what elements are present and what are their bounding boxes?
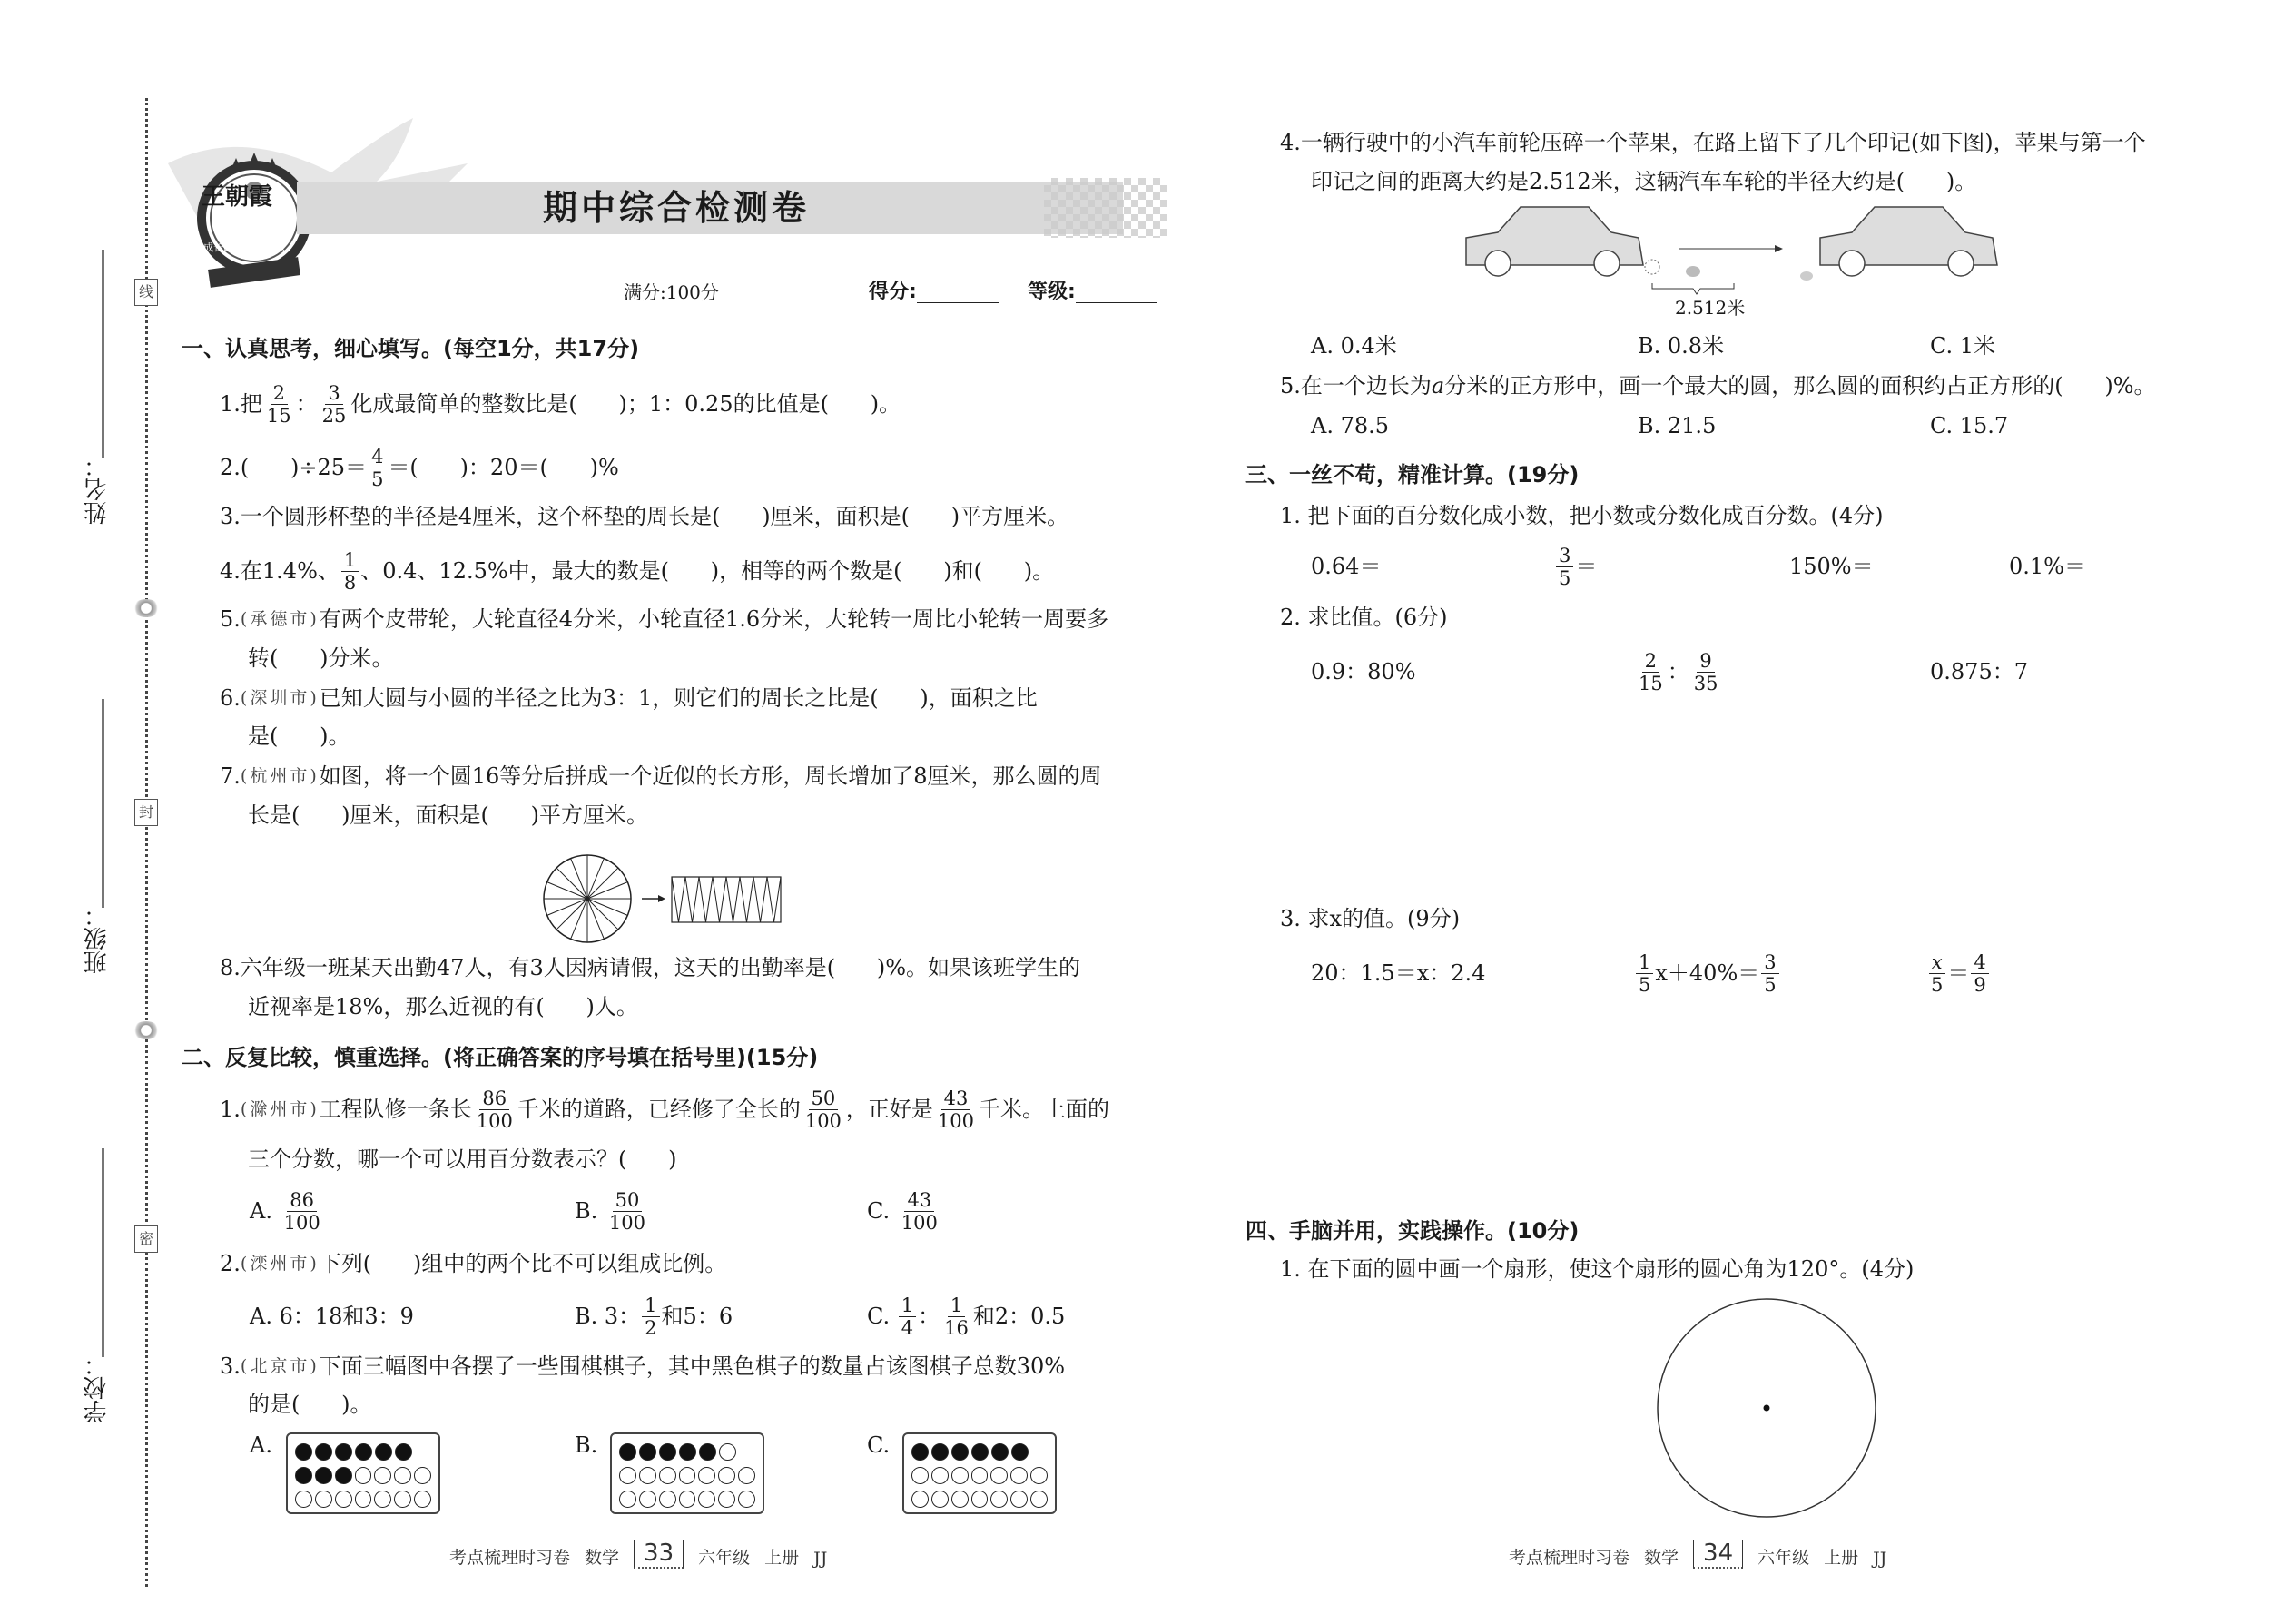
calc-item: 0.9：80% [1311,659,1416,684]
numerator: 1 [899,1294,916,1317]
city-tag: (滦州市) [240,1254,320,1274]
white-stone [990,1491,1008,1508]
sector-piece [753,877,767,922]
seal-mark-xian: 线 [134,279,158,306]
calc-item: 0.875：7 [1930,659,2028,684]
text: ： [1667,659,1689,684]
text: 如图，将一个圆16等分后拼成一个近似的长方形，周长增加了8厘米，那么圆的周 [319,763,1102,789]
section-2-heading: 二、反复比较，慎重选择。(将正确答案的序号填在括号里)(15分) [182,1045,819,1070]
term: 上册 [764,1548,800,1568]
drawing-circle[interactable] [1652,1294,1881,1522]
white-stone [931,1467,949,1484]
text: ＝ [1947,960,1970,986]
footer-left [449,1540,827,1569]
text: 在1.4%、 [240,558,340,584]
black-stone [315,1443,332,1461]
option-label: A. [250,1198,272,1224]
white-stone [335,1491,352,1508]
text: 六年级一班某天出勤47人，有3人因病请假，这天的出勤率是( )%。如果该班学生的 [240,955,1081,980]
sector-piece [713,877,726,922]
option-b[interactable] [575,1188,650,1234]
denominator: 5 [1764,973,1777,996]
white-stone [355,1467,372,1484]
grade-field[interactable] [1028,277,1157,308]
option-a[interactable]: A. 0.4米 [1311,333,1397,359]
white-stone [414,1467,431,1484]
denominator: 2 [645,1316,657,1339]
white-stone [990,1467,1008,1484]
book-name: 考点梳理时习卷 [1509,1548,1630,1568]
white-stone [951,1491,969,1508]
city-tag: (北京市) [240,1356,320,1376]
name-label: 姓名： [84,454,111,525]
question-number: 1. [220,1097,241,1122]
fraction [941,1294,971,1339]
numerator: 4 [369,446,386,468]
page-title: 期中综合检测卷 [542,188,810,228]
white-stone [931,1491,949,1508]
s2-question-4-cont: 印记之间的距离大约是2.512米，这辆汽车车轮的半径大约是( )。 [1311,169,1977,194]
fraction [474,1088,516,1132]
numerator: 3 [325,382,342,405]
checker-decoration [1044,178,1167,238]
s1-question-2 [220,445,619,490]
black-stone [335,1443,352,1461]
white-stone [698,1467,715,1484]
black-stone [315,1467,332,1484]
fraction [899,1294,916,1339]
fraction [320,382,350,427]
section-1-heading: 一、认真思考，细心填写。(每空1分，共17分) [182,336,640,361]
text: x＋40%＝ [1655,960,1760,986]
text: ＝( )：20＝( )% [388,455,619,480]
stone-row [619,1487,755,1511]
footer-right [1509,1540,1886,1569]
fraction [281,1189,323,1234]
black-stone [911,1443,929,1461]
s2-question-1-cont: 三个分数，哪一个可以用百分数表示？( ) [248,1147,677,1172]
white-stone [394,1467,411,1484]
white-stone [659,1467,676,1484]
fraction [802,1088,844,1132]
s1-question-6 [220,683,1038,714]
white-stone [374,1467,391,1484]
white-stone [738,1467,755,1484]
text: 在一个边长为 [1300,373,1432,399]
stone-row [295,1487,431,1511]
question-number: 4. [220,558,241,584]
go-board-a[interactable] [286,1432,440,1514]
s2-question-2 [220,1248,726,1279]
denominator: 100 [608,1211,645,1234]
numerator: 50 [809,1088,839,1110]
score-field[interactable] [869,277,999,308]
denominator: 25 [321,404,347,427]
fraction [606,1189,648,1234]
white-stone [738,1491,755,1508]
option-label: C. [867,1198,891,1224]
fraction [899,1189,940,1234]
s3-question-2: 2. 求比值。(6分) [1280,605,1448,630]
s1-question-8-cont: 近视率是18%，那么近视的有( )人。 [248,994,638,1019]
score-blank[interactable] [917,282,999,303]
distance-label: 2.512米 [1675,297,1746,319]
numerator: 86 [479,1088,509,1110]
black-stone [619,1443,636,1461]
denominator: 100 [283,1211,320,1234]
numerator: 50 [613,1189,643,1212]
white-stone [414,1491,431,1508]
white-stone [619,1491,636,1508]
text: 一个圆形杯垫的半径是4厘米，这个杯垫的周长是( )厘米，面积是( )平方厘米。 [240,504,1069,529]
question-number: 3. [220,1353,241,1379]
question-number: 2. [220,455,241,480]
text: ，正好是 [845,1097,933,1122]
text: ： [295,391,318,417]
question-number: 5. [1280,373,1301,399]
board-c-label[interactable]: C. [867,1432,891,1458]
numerator: x [1929,951,1945,974]
black-stone [1011,1443,1029,1461]
black-stone [395,1443,412,1461]
numerator: 3 [1761,951,1778,974]
white-stone [639,1491,656,1508]
fraction [1971,951,1988,996]
text: 已知大圆与小圆的半径之比为3：1，则它们的周长之比是( )，面积之比 [319,685,1038,711]
variable: a [1431,373,1445,399]
black-stone [699,1443,716,1461]
white-stone [1030,1467,1048,1484]
denominator: 5 [1639,973,1651,996]
white-stone [971,1467,989,1484]
sector-piece [699,877,713,922]
white-stone [355,1491,372,1508]
school-label: 学校： [84,1353,111,1423]
text: 化成最简单的整数比是( )；1：0.25的比值是( )。 [350,391,901,417]
grade-blank[interactable] [1076,282,1157,303]
black-stone [991,1443,1009,1461]
school-field[interactable] [102,1148,104,1357]
option-b[interactable]: B. 0.8米 [1638,333,1725,359]
text: 下面三幅图中各摆了一些围棋棋子，其中黑色棋子的数量占该图棋子总数30% [319,1353,1066,1379]
text: C. [867,1304,891,1329]
denominator: 15 [266,404,291,427]
equation [1634,950,1781,996]
calc-item: 0.1%＝ [2009,554,2086,579]
numerator: 1 [341,549,359,572]
edition: JJ [1873,1549,1887,1569]
city-tag: (杭州市) [240,766,320,786]
fraction [1928,951,1945,996]
name-field[interactable] [102,250,104,458]
option-a[interactable]: A. 78.5 [1311,413,1390,438]
denominator: 35 [1693,672,1718,694]
grade: 六年级 [1757,1548,1810,1568]
s1-question-7-cont: 长是( )厘米，面积是( )平方厘米。 [248,802,648,828]
seal-mark-mi: 密 [134,1225,158,1253]
option-c[interactable]: C. 15.7 [1930,413,2009,438]
white-stone [911,1467,929,1484]
white-stone [718,1467,735,1484]
denominator: 5 [371,468,384,490]
numerator: 2 [1642,650,1659,673]
city-tag: (深圳市) [240,688,320,708]
white-stone [659,1491,676,1508]
question-number: 5. [220,606,241,632]
black-stone [295,1467,312,1484]
arrow-head-icon [658,895,665,902]
option-b[interactable]: B. 21.5 [1638,413,1717,438]
s2-question-3 [220,1351,1065,1382]
denominator: 5 [1559,566,1571,589]
white-stone [639,1467,656,1484]
denominator: 100 [804,1109,842,1132]
white-stone [698,1491,715,1508]
text: ＝ [1575,554,1598,579]
question-number: 4. [1280,130,1301,155]
section-3-heading: 三、一丝不苟，精准计算。(19分) [1245,462,1580,487]
brand-slogan: 成长路上 阳光满天 [203,241,287,253]
s1-question-4 [220,548,1055,594]
go-board-c[interactable] [902,1432,1057,1514]
city-tag: (承德市) [240,609,320,629]
numerator: 3 [1556,545,1573,567]
white-stone [971,1491,989,1508]
white-stone [315,1491,332,1508]
sector-piece [767,877,781,922]
fraction [642,1294,659,1339]
stone-row [619,1440,755,1463]
question-number: 6. [220,685,241,711]
page-number: 33 [634,1540,684,1569]
equation: 20：1.5＝x：2.4 [1311,960,1486,986]
text: ( )÷25＝ [240,455,368,480]
s3-question-3: 3. 求x的值。(9分) [1280,906,1461,931]
denominator: 16 [944,1316,969,1339]
page-number: 34 [1693,1540,1743,1569]
white-stone [679,1467,696,1484]
brand-name: 王朝霞 [202,183,273,211]
white-stone [374,1491,391,1508]
white-stone [1010,1491,1028,1508]
text: ： [918,1304,940,1329]
class-label: 班级： [84,903,111,974]
calc-item: 150%＝ [1789,554,1874,579]
question-number: 7. [220,763,241,789]
stone-row [911,1440,1048,1463]
denominator: 8 [343,571,357,594]
white-stone [679,1491,696,1508]
text: 分米的正方形中，画一个最大的圆，那么圆的面积约占正方形的( )%。 [1444,373,2156,399]
class-field[interactable] [102,699,104,908]
black-stone [951,1443,969,1461]
denominator: 100 [476,1109,513,1132]
edition: JJ [813,1549,828,1569]
car-apple-figure [1462,202,2033,301]
option-a[interactable] [250,1188,325,1234]
numerator: 9 [1697,650,1714,673]
s1-question-5-cont: 转( )分米。 [248,645,394,671]
s1-question-8 [220,952,1080,983]
white-stone [718,1491,735,1508]
denominator: 100 [937,1109,975,1132]
subject: 数学 [1644,1548,1679,1568]
text: 有两个皮带轮，大轮直径4分米，小轮直径1.6分米，大轮转一周比小轮转一周要多 [319,606,1109,632]
numerator: 4 [1971,951,1988,974]
white-stone [911,1491,929,1508]
stone-row [911,1463,1048,1487]
white-stone [951,1467,969,1484]
fraction [1761,951,1778,996]
fraction [341,549,359,594]
text: B. 3： [575,1304,641,1329]
white-stone [394,1491,411,1508]
question-number: 1. [220,391,241,417]
center-point [1764,1405,1770,1412]
s1-question-5 [220,604,1108,635]
text: 、0.4、12.5%中，最大的数是( )，相等的两个数是( )和( )。 [360,558,1055,584]
black-stone [679,1443,696,1461]
apple-icon [1645,260,1659,274]
option-label: B. [575,1198,598,1224]
numerator: 1 [642,1294,659,1317]
text: 把 [240,391,262,417]
full-score: 满分:100分 [624,281,719,303]
board-a-label[interactable]: A. [250,1432,272,1458]
text: 和2：0.5 [972,1304,1066,1329]
fraction [1556,545,1573,589]
text: 千米的道路，已经修了全长的 [517,1097,801,1122]
stone-row [295,1463,431,1487]
s4-question-1: 1. 在下面的圆中画一个扇形，使这个扇形的圆心角为120°。(4分) [1280,1256,1915,1282]
s1-question-7 [220,761,1102,792]
black-stone [375,1443,392,1461]
s1-question-6-cont: 是( )。 [248,723,350,749]
black-stone [931,1443,949,1461]
white-stone [719,1443,736,1461]
black-stone [355,1443,372,1461]
numerator: 2 [271,382,288,405]
fraction [1691,650,1721,694]
text: 和5：6 [661,1304,733,1329]
text: 一辆行驶中的小汽车前轮压碎一个苹果，在路上留下了几个印记(如下图)，苹果与第一个 [1300,130,2146,155]
denominator: 100 [901,1211,938,1234]
sector-piece [740,877,753,922]
question-number: 8. [220,955,241,980]
sector-piece [726,877,740,922]
go-board-b[interactable] [610,1432,764,1514]
denominator: 15 [1639,672,1663,694]
numerator: 1 [1636,951,1653,974]
s1-question-1 [220,381,901,427]
car-icon [1466,207,1643,276]
city-tag: (滁州市) [240,1099,320,1119]
seal-mark-feng: 封 [134,799,158,826]
term: 上册 [1824,1548,1859,1568]
grade-label: 等级: [1028,281,1076,303]
black-stone [971,1443,989,1461]
brand-logo [182,127,300,263]
text: 千米。上面的 [979,1097,1110,1122]
calc-item: 0.64＝ [1311,554,1382,579]
apple-mark-icon [1686,266,1700,277]
car-icon [1820,207,1997,276]
s3-question-1: 1. 把下面的百分数化成小数，把小数或分数化成百分数。(4分) [1280,503,1884,528]
numerator: 1 [948,1294,965,1317]
numerator: 43 [904,1189,934,1212]
option-b[interactable] [575,1294,733,1339]
fraction [935,1088,977,1132]
question-number: 2. [220,1251,241,1276]
s2-question-4 [1280,127,2146,158]
s2-question-5 [1280,370,2156,401]
stone-row [911,1487,1048,1511]
option-c[interactable] [867,1188,942,1234]
fraction [1636,650,1666,694]
binding-dotted-line [145,98,148,1587]
numerator: 43 [941,1088,971,1110]
black-stone [335,1467,352,1484]
text: 下列( )组中的两个比不可以组成比例。 [319,1251,727,1276]
equation [1926,950,1991,996]
numerator: 86 [287,1189,317,1212]
denominator: 4 [901,1316,914,1339]
calc-item [1634,649,1722,694]
subject: 数学 [585,1548,620,1568]
denominator: 9 [1974,973,1986,996]
apple-mark-icon [1800,271,1813,281]
s1-question-3 [220,501,1068,532]
grade: 六年级 [698,1548,751,1568]
white-stone [619,1467,636,1484]
denominator: 5 [1931,973,1944,996]
option-c[interactable]: C. 1米 [1930,333,1996,359]
text: 工程队修一条长 [319,1097,472,1122]
sector-piece [685,877,699,922]
section-4-heading: 四、手脑并用，实践操作。(10分) [1245,1218,1580,1244]
score-label: 得分: [869,281,917,303]
board-b-label[interactable]: B. [575,1432,598,1458]
white-stone [1030,1491,1048,1508]
option-c[interactable] [867,1294,1066,1339]
black-stone [295,1443,312,1461]
approx-rectangle [672,877,781,922]
stone-row [295,1440,431,1463]
circle-to-rectangle-figure [540,853,849,944]
question-number: 3. [220,504,241,529]
s2-question-3-cont: 的是( )。 [248,1392,372,1417]
swirl-ornament-icon [133,1021,160,1039]
black-stone [659,1443,676,1461]
swirl-ornament-icon [133,599,160,617]
sector-piece [672,877,685,922]
stone-row [619,1463,755,1487]
calc-item [1554,544,1598,589]
black-stone [639,1443,656,1461]
white-stone [1010,1467,1028,1484]
s2-question-1 [220,1087,1110,1132]
fraction [369,446,386,490]
white-stone [295,1491,312,1508]
fraction [264,382,294,427]
fraction [1636,951,1653,996]
book-name: 考点梳理时习卷 [449,1548,571,1568]
option-a[interactable]: A. 6：18和3：9 [250,1304,414,1329]
